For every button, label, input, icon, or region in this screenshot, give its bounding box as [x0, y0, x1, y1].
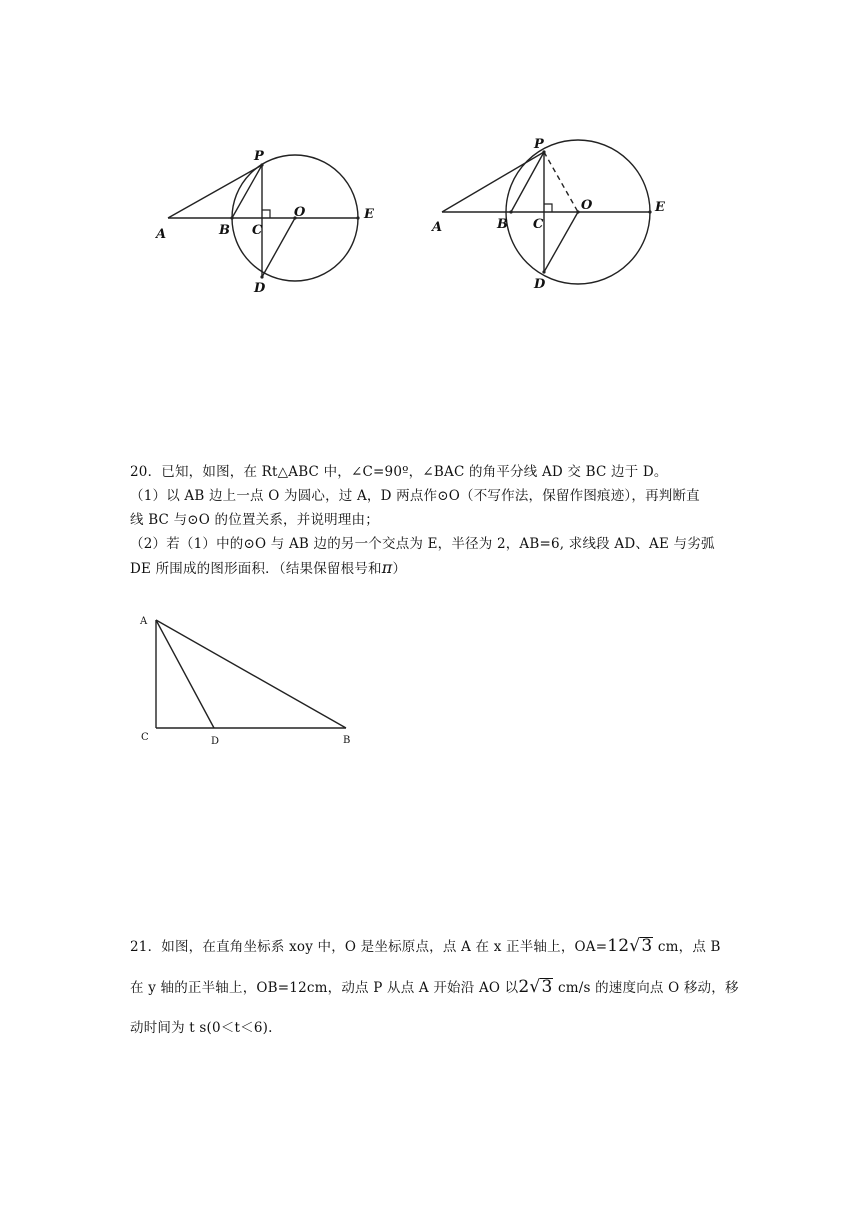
label-e: E — [655, 200, 665, 215]
label-c: C — [141, 732, 149, 743]
v-coef: 2 — [518, 977, 530, 997]
q20-part2-line1: （2）若（1）中的⊙O 与 AB 边的另一个交点为 E，半径为 2，AB=6, 求线段 AD、AE 与劣弧 — [130, 536, 715, 552]
q20-part2-line2-pre: DE 所围成的图形面积．（结果保留根号和 — [130, 561, 382, 577]
label-a: A — [432, 220, 443, 235]
figure-circle-tangent-1 — [150, 140, 390, 300]
q20-title: 20．已知，如图，在 Rt△ABC 中，∠C=90º，∠BAC 的角平分线 AD 交 BC 边于 D。 — [130, 464, 668, 480]
figure-2-svg — [430, 132, 680, 297]
q20-part1-line2: 线 BC 与⊙O 的位置关系，并说明理由； — [130, 512, 379, 528]
label-o: O — [294, 205, 306, 220]
line-ap — [168, 165, 262, 218]
q21-line2-pre: 在 y 轴的正半轴上，OB=12cm，动点 P 从点 A 开始沿 AO 以 — [130, 980, 519, 996]
question-21 — [130, 926, 740, 1048]
oa-coef: 12 — [607, 936, 630, 956]
point-o — [576, 210, 579, 213]
right-angle-mark — [544, 204, 552, 212]
point-d — [542, 270, 545, 273]
label-b: B — [343, 735, 351, 746]
question-20 — [130, 460, 740, 581]
label-o: O — [581, 198, 593, 213]
q21-line2 — [130, 967, 740, 1008]
label-d: D — [211, 736, 220, 747]
velocity-value: 2√3 — [518, 977, 553, 997]
v-rad: 3 — [541, 977, 553, 997]
label-c: C — [533, 217, 544, 232]
line-do — [544, 212, 578, 272]
oa-value: 12√3 — [607, 936, 653, 956]
q21-line3: 动时间为 t s(0＜t＜6). — [130, 1020, 273, 1036]
label-a: A — [140, 616, 148, 627]
q21-line1-post: cm，点 B — [653, 939, 721, 955]
label-p: P — [534, 137, 544, 152]
label-p: P — [254, 149, 264, 164]
line-ap — [442, 152, 544, 212]
figure-right-triangle — [136, 608, 366, 753]
label-b: B — [497, 217, 508, 232]
label-e: E — [364, 207, 374, 222]
line-po-dashed — [544, 152, 578, 212]
q21-line1-pre: 21．如图，在直角坐标系 xoy 中，O 是坐标原点，点 A 在 x 正半轴上，OA= — [130, 939, 608, 955]
right-angle-mark — [262, 210, 270, 218]
q20-part2-line2-post: ） — [392, 561, 407, 577]
label-a: A — [156, 227, 167, 242]
q21-line2-post: cm/s 的速度向点 O 移动，移 — [553, 980, 739, 996]
label-d: D — [254, 281, 266, 296]
label-d: D — [534, 277, 546, 292]
figure-circle-tangent-2 — [430, 132, 680, 297]
point-d — [260, 275, 263, 278]
figure-3-svg — [136, 608, 366, 753]
point-b — [230, 216, 233, 219]
point-e — [648, 210, 651, 213]
oa-rad: 3 — [641, 936, 653, 956]
label-c: C — [252, 223, 263, 238]
point-e — [356, 216, 359, 219]
point-b — [509, 210, 512, 213]
figure-1-svg — [150, 140, 390, 300]
q21-line1 — [130, 926, 740, 967]
q20-part2-line2 — [130, 556, 740, 581]
label-b: B — [219, 223, 230, 238]
pi-symbol: π — [381, 558, 393, 577]
q20-part1-line1: （1）以 AB 边上一点 O 为圆心，过 A，D 两点作⊙O（不写作法，保留作图痕迹），再判断直 — [130, 488, 700, 504]
line-do — [262, 218, 295, 277]
